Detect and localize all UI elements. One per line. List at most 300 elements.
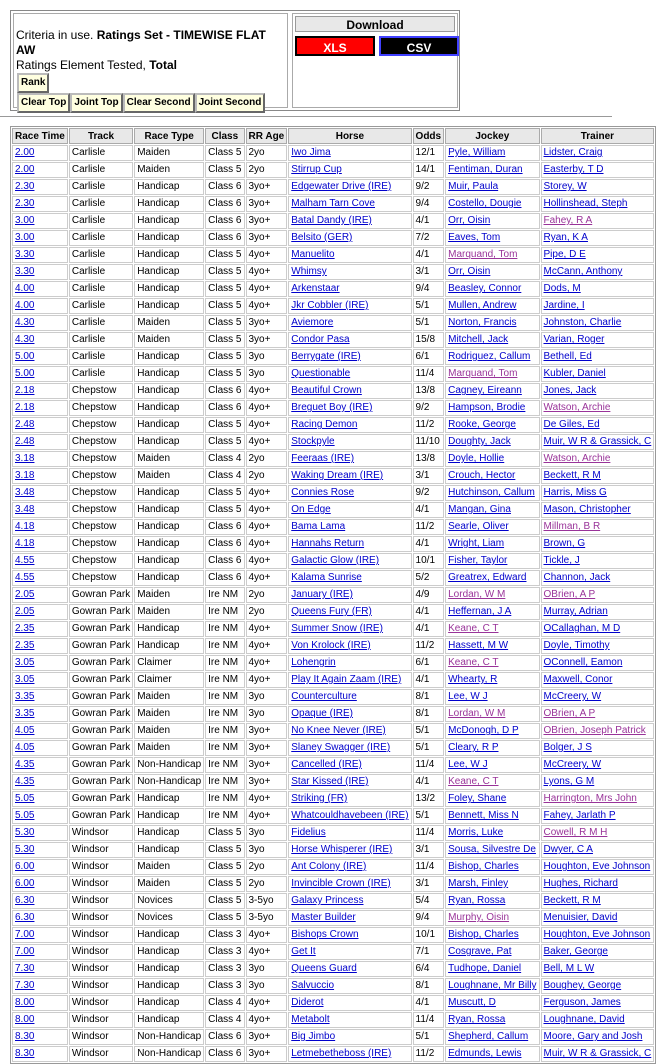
- horse-link[interactable]: Batal Dandy (IRE): [291, 215, 372, 226]
- horse-link[interactable]: Salvuccio: [291, 980, 335, 991]
- trainer-cell: [541, 434, 655, 450]
- jockey-link[interactable]: Bishop, Charles: [448, 929, 519, 940]
- jockey-link[interactable]: Marsh, Finley: [448, 878, 509, 889]
- race-time-link[interactable]: 8.00: [15, 997, 35, 1008]
- jockey-cell: [445, 621, 539, 637]
- trainer-link[interactable]: Tickle, J: [543, 555, 580, 566]
- horse-link[interactable]: Beautiful Crown: [291, 385, 362, 396]
- race-time-link[interactable]: 5.00: [15, 368, 35, 379]
- race-time-link[interactable]: 5.00: [15, 351, 35, 362]
- race-time-link[interactable]: 2.05: [15, 606, 35, 617]
- jockey-link[interactable]: Doughty, Jack: [448, 436, 511, 447]
- trainer-link[interactable]: Hollinshead, Steph: [543, 198, 628, 209]
- horse-link[interactable]: Berrygate (IRE): [291, 351, 361, 362]
- horse-link[interactable]: Lohengrin: [291, 657, 336, 668]
- rank-button[interactable]: Rank: [17, 73, 49, 93]
- trainer-cell: [541, 978, 655, 994]
- race-time-link[interactable]: 7.00: [15, 946, 35, 957]
- clear-top-button[interactable]: Clear Top: [17, 93, 70, 113]
- horse-cell: [288, 927, 411, 943]
- race-time-link[interactable]: 6.00: [15, 878, 35, 889]
- jockey-cell: [445, 485, 539, 501]
- horse-link[interactable]: Breguet Boy (IRE): [291, 402, 373, 413]
- jockey-link[interactable]: Marquand, Tom: [448, 249, 518, 260]
- header-jockey[interactable]: Jockey: [445, 128, 539, 144]
- race-time-link[interactable]: 5.05: [15, 793, 35, 804]
- trainer-link[interactable]: McCreery, W: [543, 691, 602, 702]
- rr-age-cell: 4yo+: [246, 995, 288, 1011]
- jockey-cell: [445, 162, 539, 178]
- race-time-link[interactable]: 2.30: [15, 198, 35, 209]
- table-row: [12, 893, 654, 909]
- horse-link[interactable]: On Edge: [291, 504, 331, 515]
- trainer-link[interactable]: OConnell, Eamon: [543, 657, 623, 668]
- table-row: [12, 519, 654, 535]
- horse-link[interactable]: Cancelled (IRE): [291, 759, 362, 770]
- jockey-link[interactable]: Lordan, W M: [448, 708, 506, 719]
- table-body: [12, 145, 654, 1062]
- race-time-link[interactable]: 4.05: [15, 742, 35, 753]
- jockey-link[interactable]: Searle, Oliver: [448, 521, 509, 532]
- jockey-link[interactable]: Hampson, Brodie: [448, 402, 526, 413]
- trainer-link[interactable]: Harrington, Mrs John: [543, 793, 637, 804]
- jockey-link[interactable]: Ryan, Rossa: [448, 895, 506, 906]
- odds-cell: 13/8: [413, 451, 445, 467]
- jockey-link[interactable]: Hassett, M W: [448, 640, 509, 651]
- table-row: [12, 638, 654, 654]
- horse-link[interactable]: Whatcouldhavebeen (IRE): [291, 810, 409, 821]
- jockey-link[interactable]: Doyle, Hollie: [448, 453, 505, 464]
- jockey-link[interactable]: Muscutt, D: [448, 997, 496, 1008]
- odds-cell: 9/4: [413, 281, 445, 297]
- horse-link[interactable]: Fidelius: [291, 827, 326, 838]
- race-time-link[interactable]: 3.30: [15, 249, 35, 260]
- jockey-link[interactable]: Cosgrave, Pat: [448, 946, 512, 957]
- trainer-link[interactable]: Moore, Gary and Josh: [543, 1031, 643, 1042]
- clear-second-button[interactable]: Clear Second: [123, 93, 195, 113]
- horse-link[interactable]: Slaney Swagger (IRE): [291, 742, 391, 753]
- trainer-link[interactable]: Harris, Miss G: [543, 487, 607, 498]
- trainer-link[interactable]: Houghton, Eve Johnson: [543, 861, 651, 872]
- header-rr-age[interactable]: RR Age: [246, 128, 288, 144]
- race-time-link[interactable]: 3.30: [15, 266, 35, 277]
- download-panel: [292, 13, 458, 108]
- horse-link[interactable]: Arkenstaar: [291, 283, 340, 294]
- race-time-link[interactable]: 4.55: [15, 572, 35, 583]
- race-time-link[interactable]: 4.35: [15, 776, 35, 787]
- trainer-link[interactable]: Channon, Jack: [543, 572, 611, 583]
- jockey-link[interactable]: McDonogh, D P: [448, 725, 519, 736]
- horse-link[interactable]: Belsito (GER): [291, 232, 353, 243]
- header-horse[interactable]: Horse: [288, 128, 411, 144]
- horse-link[interactable]: Diderot: [291, 997, 324, 1008]
- race-time-link[interactable]: 5.05: [15, 810, 35, 821]
- jockey-link[interactable]: Morris, Luke: [448, 827, 504, 838]
- jockey-link[interactable]: Mangan, Gina: [448, 504, 511, 515]
- trainer-link[interactable]: Millman, B R: [543, 521, 601, 532]
- jockey-link[interactable]: Mitchell, Jack: [448, 334, 509, 345]
- horse-link[interactable]: Bishops Crown: [291, 929, 359, 940]
- trainer-link[interactable]: Bell, M L W: [543, 963, 595, 974]
- race-time-link[interactable]: 4.30: [15, 317, 35, 328]
- race-time-link[interactable]: 4.00: [15, 300, 35, 311]
- track-cell: Carlisle: [69, 230, 133, 246]
- race-time-link[interactable]: 2.05: [15, 589, 35, 600]
- race-time-link[interactable]: 3.35: [15, 691, 35, 702]
- race-time-link[interactable]: 2.48: [15, 419, 35, 430]
- horse-link[interactable]: Racing Demon: [291, 419, 358, 430]
- horse-link[interactable]: Von Krolock (IRE): [291, 640, 371, 651]
- race-time-link[interactable]: 3.00: [15, 232, 35, 243]
- jockey-link[interactable]: Cagney, Eireann: [448, 385, 522, 396]
- trainer-link[interactable]: Ryan, K A: [543, 232, 588, 243]
- horse-cell: [288, 655, 411, 671]
- class-cell: Class 6: [205, 179, 244, 195]
- trainer-link[interactable]: Lyons, G M: [543, 776, 595, 787]
- trainer-link[interactable]: Fahey, Jarlath P: [543, 810, 616, 821]
- race-time-link[interactable]: 4.55: [15, 555, 35, 566]
- horse-link[interactable]: Queens Guard: [291, 963, 357, 974]
- trainer-link[interactable]: Dods, M: [543, 283, 581, 294]
- jockey-link[interactable]: Keane, C T: [448, 657, 499, 668]
- joint-second-button[interactable]: Joint Second: [195, 93, 266, 113]
- rr-age-cell: 4yo+: [246, 264, 288, 280]
- race-time-link[interactable]: 3.18: [15, 453, 35, 464]
- horse-link[interactable]: Manuelito: [291, 249, 335, 260]
- rr-age-cell: 4yo+: [246, 519, 288, 535]
- race-time-link[interactable]: 3.48: [15, 487, 35, 498]
- horse-link[interactable]: Stirrup Cup: [291, 164, 342, 175]
- horse-link[interactable]: Jkr Cobbler (IRE): [291, 300, 369, 311]
- track-cell: Carlisle: [69, 332, 133, 348]
- race-time-link[interactable]: 2.18: [15, 385, 35, 396]
- horse-link[interactable]: Galaxy Princess: [291, 895, 364, 906]
- race-time-link[interactable]: 2.48: [15, 436, 35, 447]
- horse-cell: [288, 502, 411, 518]
- trainer-link[interactable]: Kubler, Daniel: [543, 368, 606, 379]
- jockey-link[interactable]: Lee, W J: [448, 759, 488, 770]
- race-time-link[interactable]: 2.00: [15, 164, 35, 175]
- trainer-cell: [541, 723, 655, 739]
- race-time-link[interactable]: 6.30: [15, 912, 35, 923]
- race-type-cell: Non-Handicap: [134, 1046, 204, 1062]
- odds-cell: 7/2: [413, 230, 445, 246]
- jockey-cell: [445, 230, 539, 246]
- horse-link[interactable]: January (IRE): [291, 589, 353, 600]
- horse-link[interactable]: Counterculture: [291, 691, 357, 702]
- trainer-link[interactable]: OCallaghan, M D: [543, 623, 621, 634]
- horse-link[interactable]: Letmebetheboss (IRE): [291, 1048, 392, 1059]
- race-time-cell: [12, 791, 68, 807]
- odds-cell: 9/2: [413, 179, 445, 195]
- trainer-link[interactable]: Ferguson, James: [543, 997, 621, 1008]
- race-time-link[interactable]: 3.35: [15, 708, 35, 719]
- horse-link[interactable]: Horse Whisperer (IRE): [291, 844, 393, 855]
- horse-cell: [288, 536, 411, 552]
- horse-link[interactable]: Get It: [291, 946, 316, 957]
- jockey-link[interactable]: Crouch, Hector: [448, 470, 516, 481]
- horse-link[interactable]: Striking (FR): [291, 793, 348, 804]
- trainer-link[interactable]: Dwyer, C A: [543, 844, 593, 855]
- race-time-link[interactable]: 4.18: [15, 521, 35, 532]
- trainer-link[interactable]: OBrien, A P: [543, 708, 596, 719]
- race-time-link[interactable]: 3.18: [15, 470, 35, 481]
- race-type-cell: Handicap: [134, 553, 204, 569]
- header-race-time[interactable]: Race Time: [12, 128, 68, 144]
- race-time-link[interactable]: 2.35: [15, 623, 35, 634]
- jockey-link[interactable]: Lee, W J: [448, 691, 488, 702]
- jockey-link[interactable]: Marquand, Tom: [448, 368, 518, 379]
- horse-link[interactable]: Waking Dream (IRE): [291, 470, 384, 481]
- jockey-link[interactable]: Fentiman, Duran: [448, 164, 523, 175]
- jockey-cell: [445, 774, 539, 790]
- table-row: [12, 740, 654, 756]
- trainer-link[interactable]: Jones, Jack: [543, 385, 597, 396]
- trainer-link[interactable]: Murray, Adrian: [543, 606, 608, 617]
- horse-link[interactable]: Whimsy: [291, 266, 327, 277]
- trainer-cell: [541, 774, 655, 790]
- race-time-link[interactable]: 4.00: [15, 283, 35, 294]
- horse-link[interactable]: Queens Fury (FR): [291, 606, 372, 617]
- jockey-link[interactable]: Rodriguez, Callum: [448, 351, 531, 362]
- trainer-link[interactable]: Muir, W R & Grassick, C: [543, 1048, 652, 1059]
- header-race-type[interactable]: Race Type: [134, 128, 204, 144]
- class-cell: Class 5: [205, 893, 244, 909]
- horse-link[interactable]: Opaque (IRE): [291, 708, 353, 719]
- race-time-link[interactable]: 8.30: [15, 1048, 35, 1059]
- race-time-link[interactable]: 2.00: [15, 147, 35, 158]
- jockey-link[interactable]: Keane, C T: [448, 776, 499, 787]
- horse-link[interactable]: Star Kissed (IRE): [291, 776, 369, 787]
- header-track[interactable]: Track: [69, 128, 133, 144]
- race-time-link[interactable]: 5.30: [15, 827, 35, 838]
- horse-link[interactable]: Hannahs Return: [291, 538, 365, 549]
- trainer-link[interactable]: Doyle, Timothy: [543, 640, 610, 651]
- rr-age-cell: 3yo+: [246, 774, 288, 790]
- jockey-link[interactable]: Foley, Shane: [448, 793, 507, 804]
- class-cell: Class 6: [205, 1029, 244, 1045]
- trainer-link[interactable]: Bolger, J S: [543, 742, 592, 753]
- trainer-link[interactable]: Hughes, Richard: [543, 878, 618, 889]
- race-time-link[interactable]: 2.30: [15, 181, 35, 192]
- header-trainer[interactable]: Trainer: [541, 128, 655, 144]
- horse-link[interactable]: Invincible Crown (IRE): [291, 878, 391, 889]
- race-time-link[interactable]: 4.30: [15, 334, 35, 345]
- jockey-link[interactable]: Wright, Liam: [448, 538, 505, 549]
- jockey-link[interactable]: Murphy, Oisin: [448, 912, 510, 923]
- horse-link[interactable]: Galactic Glow (IRE): [291, 555, 380, 566]
- trainer-link[interactable]: Loughnane, David: [543, 1014, 625, 1025]
- track-cell: Gowran Park: [69, 706, 133, 722]
- race-time-link[interactable]: 3.05: [15, 657, 35, 668]
- horse-cell: [288, 213, 411, 229]
- trainer-link[interactable]: Muir, W R & Grassick, C: [543, 436, 652, 447]
- jockey-link[interactable]: Mullen, Andrew: [448, 300, 517, 311]
- table-row: [12, 825, 654, 841]
- jockey-link[interactable]: Eaves, Tom: [448, 232, 501, 243]
- jockey-link[interactable]: Loughnane, Mr Billy: [448, 980, 537, 991]
- trainer-link[interactable]: Johnston, Charlie: [543, 317, 622, 328]
- jockey-link[interactable]: Greatrex, Edward: [448, 572, 527, 583]
- horse-link[interactable]: Malham Tarn Cove: [291, 198, 375, 209]
- race-time-cell: [12, 213, 68, 229]
- trainer-cell: [541, 655, 655, 671]
- jockey-link[interactable]: Bishop, Charles: [448, 861, 519, 872]
- horse-link[interactable]: Ant Colony (IRE): [291, 861, 367, 872]
- race-time-link[interactable]: 7.30: [15, 980, 35, 991]
- trainer-link[interactable]: Varian, Roger: [543, 334, 605, 345]
- jockey-link[interactable]: Norton, Francis: [448, 317, 517, 328]
- jockey-link[interactable]: Pyle, William: [448, 147, 506, 158]
- race-type-cell: Handicap: [134, 927, 204, 943]
- trainer-cell: [541, 910, 655, 926]
- trainer-link[interactable]: Jardine, I: [543, 300, 585, 311]
- trainer-link[interactable]: Brown, G: [543, 538, 586, 549]
- trainer-link[interactable]: Maxwell, Conor: [543, 674, 613, 685]
- jockey-link[interactable]: Muir, Paula: [448, 181, 499, 192]
- jockey-link[interactable]: Whearty, R: [448, 674, 498, 685]
- horse-link[interactable]: Big Jimbo: [291, 1031, 336, 1042]
- horse-link[interactable]: Kalama Sunrise: [291, 572, 362, 583]
- horse-cell: [288, 468, 411, 484]
- jockey-link[interactable]: Orr, Oisin: [448, 215, 491, 226]
- track-cell: Gowran Park: [69, 723, 133, 739]
- jockey-link[interactable]: Lordan, W M: [448, 589, 506, 600]
- race-time-link[interactable]: 8.30: [15, 1031, 35, 1042]
- trainer-link[interactable]: Lidster, Craig: [543, 147, 603, 158]
- race-time-cell: [12, 366, 68, 382]
- table-row: [12, 723, 654, 739]
- odds-cell: 6/1: [413, 349, 445, 365]
- race-time-link[interactable]: 6.00: [15, 861, 35, 872]
- race-time-link[interactable]: 3.00: [15, 215, 35, 226]
- jockey-link[interactable]: Fisher, Taylor: [448, 555, 508, 566]
- trainer-cell: [541, 519, 655, 535]
- jockey-link[interactable]: Heffernan, J A: [448, 606, 512, 617]
- jockey-link[interactable]: Beasley, Connor: [448, 283, 522, 294]
- race-time-link[interactable]: 4.18: [15, 538, 35, 549]
- race-time-link[interactable]: 6.30: [15, 895, 35, 906]
- jockey-link[interactable]: Bennett, Miss N: [448, 810, 519, 821]
- rr-age-cell: 4yo+: [246, 638, 288, 654]
- joint-top-button[interactable]: Joint Top: [70, 93, 122, 113]
- horse-link[interactable]: Aviemore: [291, 317, 334, 328]
- jockey-link[interactable]: Shepherd, Callum: [448, 1031, 529, 1042]
- trainer-link[interactable]: OBrien, Joseph Patrick: [543, 725, 646, 736]
- race-time-cell: [12, 230, 68, 246]
- jockey-link[interactable]: Orr, Oisin: [448, 266, 491, 277]
- race-type-cell: Non-Handicap: [134, 757, 204, 773]
- race-time-link[interactable]: 3.05: [15, 674, 35, 685]
- track-cell: Carlisle: [69, 315, 133, 331]
- trainer-link[interactable]: Watson, Archie: [543, 402, 611, 413]
- jockey-link[interactable]: Costello, Dougie: [448, 198, 522, 209]
- trainer-link[interactable]: Storey, W: [543, 181, 587, 192]
- race-time-link[interactable]: 4.05: [15, 725, 35, 736]
- horse-link[interactable]: Bama Lama: [291, 521, 346, 532]
- jockey-cell: [445, 536, 539, 552]
- trainer-link[interactable]: Boughey, George: [543, 980, 622, 991]
- horse-link[interactable]: Connies Rose: [291, 487, 355, 498]
- horse-link[interactable]: Condor Pasa: [291, 334, 350, 345]
- trainer-link[interactable]: De Giles, Ed: [543, 419, 600, 430]
- race-time-cell: [12, 808, 68, 824]
- trainer-link[interactable]: Menuisier, David: [543, 912, 618, 923]
- jockey-link[interactable]: Cleary, R P: [448, 742, 499, 753]
- jockey-link[interactable]: Edmunds, Lewis: [448, 1048, 522, 1059]
- jockey-link[interactable]: Rooke, George: [448, 419, 516, 430]
- trainer-link[interactable]: Beckett, R M: [543, 895, 601, 906]
- track-cell: Chepstow: [69, 451, 133, 467]
- horse-link[interactable]: Metabolt: [291, 1014, 330, 1025]
- jockey-link[interactable]: Keane, C T: [448, 623, 499, 634]
- track-cell: Windsor: [69, 1012, 133, 1028]
- horse-link[interactable]: Iwo Jima: [291, 147, 331, 158]
- jockey-link[interactable]: Sousa, Silvestre De: [448, 844, 536, 855]
- horse-link[interactable]: Edgewater Drive (IRE): [291, 181, 392, 192]
- header-class[interactable]: Class: [205, 128, 244, 144]
- odds-cell: 11/2: [413, 519, 445, 535]
- table-row: [12, 876, 654, 892]
- trainer-link[interactable]: Easterby, T D: [543, 164, 604, 175]
- odds-cell: 9/4: [413, 196, 445, 212]
- trainer-link[interactable]: Houghton, Eve Johnson: [543, 929, 651, 940]
- race-time-link[interactable]: 2.35: [15, 640, 35, 651]
- jockey-link[interactable]: Ryan, Rossa: [448, 1014, 506, 1025]
- horse-link[interactable]: Feeraas (IRE): [291, 453, 355, 464]
- trainer-link[interactable]: McCreery, W: [543, 759, 602, 770]
- race-time-link[interactable]: 7.30: [15, 963, 35, 974]
- track-cell: Carlisle: [69, 366, 133, 382]
- trainer-cell: [541, 689, 655, 705]
- rr-age-cell: 3yo: [246, 366, 288, 382]
- horse-link[interactable]: Stockpyle: [291, 436, 335, 447]
- jockey-cell: [445, 825, 539, 841]
- race-time-link[interactable]: 7.00: [15, 929, 35, 940]
- race-time-link[interactable]: 4.35: [15, 759, 35, 770]
- race-time-cell: [12, 570, 68, 586]
- jockey-link[interactable]: Hutchinson, Callum: [448, 487, 535, 498]
- horse-link[interactable]: No Knee Never (IRE): [291, 725, 386, 736]
- trainer-link[interactable]: Beckett, R M: [543, 470, 601, 481]
- trainer-link[interactable]: Bethell, Ed: [543, 351, 592, 362]
- trainer-link[interactable]: Cowell, R M H: [543, 827, 608, 838]
- header-odds[interactable]: Odds: [413, 128, 445, 144]
- race-time-link[interactable]: 8.00: [15, 1014, 35, 1025]
- class-cell: Class 4: [205, 995, 244, 1011]
- horse-link[interactable]: Summer Snow (IRE): [291, 623, 383, 634]
- class-cell: Class 5: [205, 366, 244, 382]
- horse-cell: [288, 774, 411, 790]
- trainer-link[interactable]: Baker, George: [543, 946, 608, 957]
- race-time-link[interactable]: 3.48: [15, 504, 35, 515]
- trainer-link[interactable]: Fahey, R A: [543, 215, 593, 226]
- trainer-link[interactable]: McCann, Anthony: [543, 266, 623, 277]
- trainer-link[interactable]: Mason, Christopher: [543, 504, 631, 515]
- race-time-link[interactable]: 5.30: [15, 844, 35, 855]
- xls-download-button[interactable]: XLS: [295, 36, 375, 56]
- horse-link[interactable]: Master Builder: [291, 912, 356, 923]
- horse-link[interactable]: Questionable: [291, 368, 351, 379]
- race-time-cell: [12, 162, 68, 178]
- race-time-link[interactable]: 2.18: [15, 402, 35, 413]
- horse-link[interactable]: Play It Again Zaam (IRE): [291, 674, 402, 685]
- trainer-link[interactable]: Pipe, D E: [543, 249, 586, 260]
- csv-download-button[interactable]: CSV: [379, 36, 459, 56]
- trainer-link[interactable]: OBrien, A P: [543, 589, 596, 600]
- trainer-link[interactable]: Watson, Archie: [543, 453, 611, 464]
- jockey-link[interactable]: Tudhope, Daniel: [448, 963, 522, 974]
